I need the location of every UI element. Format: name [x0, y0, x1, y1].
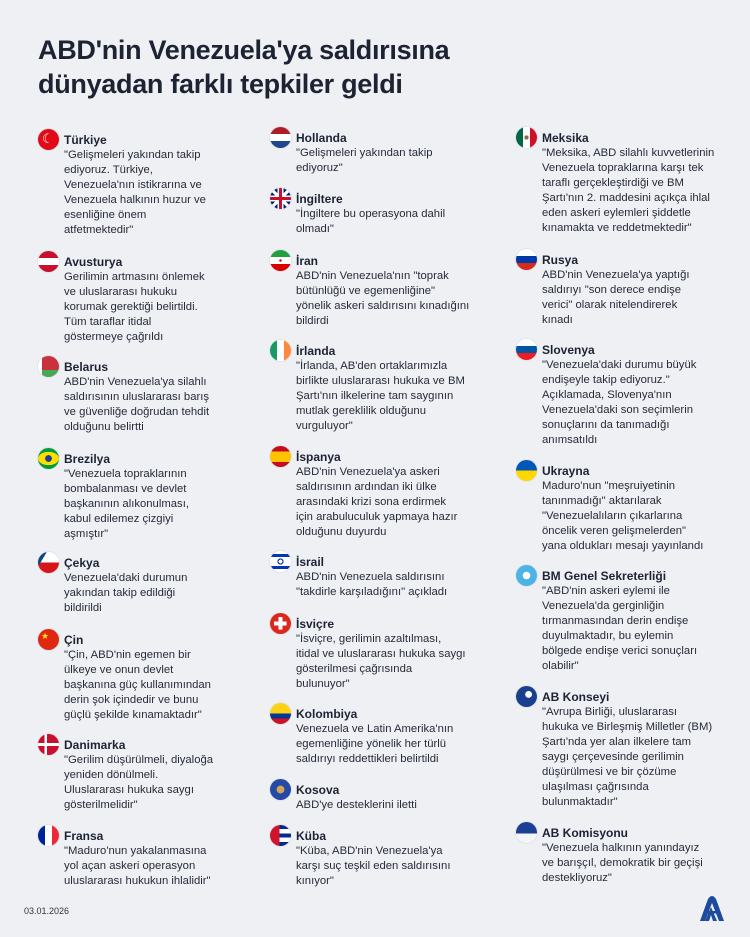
reaction-text: ABD'nin Venezuela'ya yaptığı saldırıyı "son derece endişe verici" olarak nitelendirerek kınadı: [542, 269, 690, 326]
entity-name: Slovenya: [542, 343, 595, 357]
slovenia-flag-icon: [516, 339, 537, 360]
iran-flag-icon: [270, 250, 291, 271]
czechia-flag-icon: [38, 552, 59, 573]
reaction-text: "Gelişmeleri yakından takip ediyoruz": [296, 147, 433, 174]
reaction-text: "İngiltere bu operasyona dahil olmadı": [296, 208, 446, 235]
colombia-flag-icon: [270, 703, 291, 724]
reaction-text: Maduro'nun "meşruiyetinin tanınmadığı" aktarılarak "Venezuelalıların çıkarlarına öncelik veren gelişmelerden" yana oldukları mesajı yayınlandı: [542, 480, 704, 552]
uk-flag-icon: [270, 188, 291, 209]
entity-name: Fransa: [64, 829, 104, 843]
reaction-text: "İrlanda, AB'den ortaklarımızla birlikte uluslararası hukuka ve BM Şartı'nın ilkelerine tam saygının mutlak gereklilik olduğunu vurguluyor": [296, 360, 465, 432]
austria-flag-icon: [38, 251, 59, 272]
reaction-text: "Venezuela halkının yanındayız ve barışçıl, demokratik bir geçişi destekliyoruz": [542, 842, 703, 884]
cuba-flag-icon: [270, 825, 291, 846]
netherlands-flag-icon: [270, 127, 291, 148]
reaction-text: "Gelişmeleri yakından takip ediyoruz. Türkiye, Venezuela'nın istikrarına ve Venezuela halkının huzur ve esenliğine önem atfetmektedir": [64, 149, 206, 236]
reaction-text: ABD'ye desteklerini iletti: [296, 799, 417, 811]
entity-name: Türkiye: [64, 133, 107, 147]
entity-name: BM Genel Sekreterliği: [542, 569, 667, 583]
entity-name: Brezilya: [64, 452, 111, 466]
reaction-text: "Venezuela topraklarının bombalanması ve devlet başkanının alıkonulması, kabul edilemez çizgiyi aşmıştır": [64, 468, 189, 540]
council-of-eu-logo-icon: [516, 686, 537, 707]
reaction-text: "Maduro'nun yakalanmasına yol açan askeri operasyon uluslararası hukukun ihlalidir": [64, 845, 211, 887]
entity-name: Kosova: [296, 783, 340, 797]
entity-name: Ukrayna: [542, 464, 590, 478]
entity-name: Küba: [296, 829, 326, 843]
reaction-text: "Venezuela'daki durumu büyük endişeyle takip ediyoruz." Açıklamada, Slovenya'nın Venezuela'daki son seçimlerin sonuçlarını da tanımadığı anımsatıldı: [542, 359, 697, 446]
russia-flag-icon: [516, 249, 537, 270]
reaction-text: ABD'nin Venezuela saldırısını "takdirle karşıladığını" açıkladı: [296, 571, 448, 598]
reaction-text: ABD'nin Venezuela'ya askeri saldırısının ardından iki ülke arasındaki krizi sona erdirmek için arabuluculuk yapmaya hazır olduğunu duyurdu: [296, 466, 458, 538]
entity-name: Rusya: [542, 253, 579, 267]
belarus-flag-icon: [38, 356, 59, 377]
france-flag-icon: [38, 825, 59, 846]
reaction-text: "ABD'nin askeri eylemi ile Venezuela'da gerginliğin tırmanmasından derin endişe duyulmaktadır, bu eylemin bölgede endişe verici sonuçları olabilir": [542, 585, 698, 672]
entity-name: AB Komisyonu: [542, 826, 629, 840]
reaction-text: "Küba, ABD'nin Venezuela'ya karşı suç teşkil eden saldırısını kınıyor": [296, 845, 451, 887]
reaction-text: Venezuela'daki durumun yakından takip edildiği bildirildi: [64, 572, 188, 614]
switzerland-flag-icon: [270, 613, 291, 634]
entity-name: İsrail: [296, 555, 325, 569]
un-logo-icon: [516, 565, 537, 586]
reaction-text: ABD'nin Venezuela'ya silahlı saldırısının uluslararası barış ve güvenliğe doğrudan tehdit olduğunu belirtti: [64, 376, 210, 433]
ireland-flag-icon: [270, 340, 291, 361]
reaction-text: "Meksika, ABD silahlı kuvvetlerinin Venezuela topraklarına karşı tek taraflı gerçekleştirdiği ve BM Şartı'nın 2. maddesini açıkça ihlal eden askeri eylemleri şiddetle kınamakta ve reddetmektedir": [542, 147, 715, 234]
reaction-text: Venezuela ve Latin Amerika'nın egemenliğine yönelik her türlü saldırıyı reddettikleri belirtildi: [296, 723, 454, 765]
publish-date: 03.01.2026: [24, 906, 70, 916]
reaction-text: Gerilimin artmasını önlemek ve uluslararası hukuku korumak gerektiği belirtildi. Tüm taraflar itidal göstermeye çağrıldı: [64, 271, 205, 343]
spain-flag-icon: [270, 446, 291, 467]
reaction-text: "Avrupa Birliği, uluslararası hukuka ve Birleşmiş Milletler (BM) Şartı'nda yer alan ilkelere tam saygı çerçevesinde gerilimin düşürülmesi ve bir çözüme ulaşılması çağrısında bulunmaktadır": [542, 706, 713, 808]
entity-name: Meksika: [542, 131, 589, 145]
israel-flag-icon: [270, 551, 291, 572]
turkey-flag-icon: ☾: [38, 129, 59, 150]
reaction-text: ABD'nin Venezuela'nın "toprak bütünlüğü ve egemenliğine" yönelik askeri saldırısını kınadığını bildirdi: [296, 270, 470, 327]
entity-name: Avusturya: [64, 255, 123, 269]
kosovo-flag-icon: [270, 779, 291, 800]
reaction-text: "Çin, ABD'nin egemen bir ülkeye ve onun devlet başkanına güç kullanımından derin şok içindedir ve bunu güçlü şekilde kınamaktadır": [64, 649, 211, 721]
entity-name: Hollanda: [296, 131, 347, 145]
entity-name: Danimarka: [64, 738, 126, 752]
entity-name: Çin: [64, 633, 84, 647]
entity-name: AB Konseyi: [542, 690, 610, 704]
entity-name: İsviçre: [296, 617, 335, 631]
entity-name: Çekya: [64, 556, 100, 570]
aa-logo: [697, 895, 727, 921]
entity-name: Belarus: [64, 360, 109, 374]
entity-name: İran: [296, 254, 319, 268]
european-commission-logo-icon: [516, 822, 537, 843]
ukraine-flag-icon: [516, 460, 537, 481]
entity-name: İrlanda: [296, 344, 336, 358]
mexico-flag-icon: [516, 127, 537, 148]
denmark-flag-icon: [38, 734, 59, 755]
entity-name: Kolombiya: [296, 707, 358, 721]
page-title: ABD'nin Venezuela'ya saldırısına dünyadan farklı tepkiler geldi: [38, 35, 450, 99]
reaction-text: "Gerilim düşürülmeli, diyaloğa yeniden dönülmeli. Uluslararası hukuka saygı gösterilmelidir": [64, 754, 214, 811]
reaction-text: "İsviçre, gerilimin azaltılması, itidal ve uluslararası hukuka saygı gösterilmesi çağrısında bulunuyor": [296, 633, 466, 690]
china-flag-icon: ★: [38, 629, 59, 650]
entity-name: İngiltere: [296, 192, 343, 206]
brazil-flag-icon: [38, 448, 59, 469]
entity-name: İspanya: [296, 450, 341, 464]
